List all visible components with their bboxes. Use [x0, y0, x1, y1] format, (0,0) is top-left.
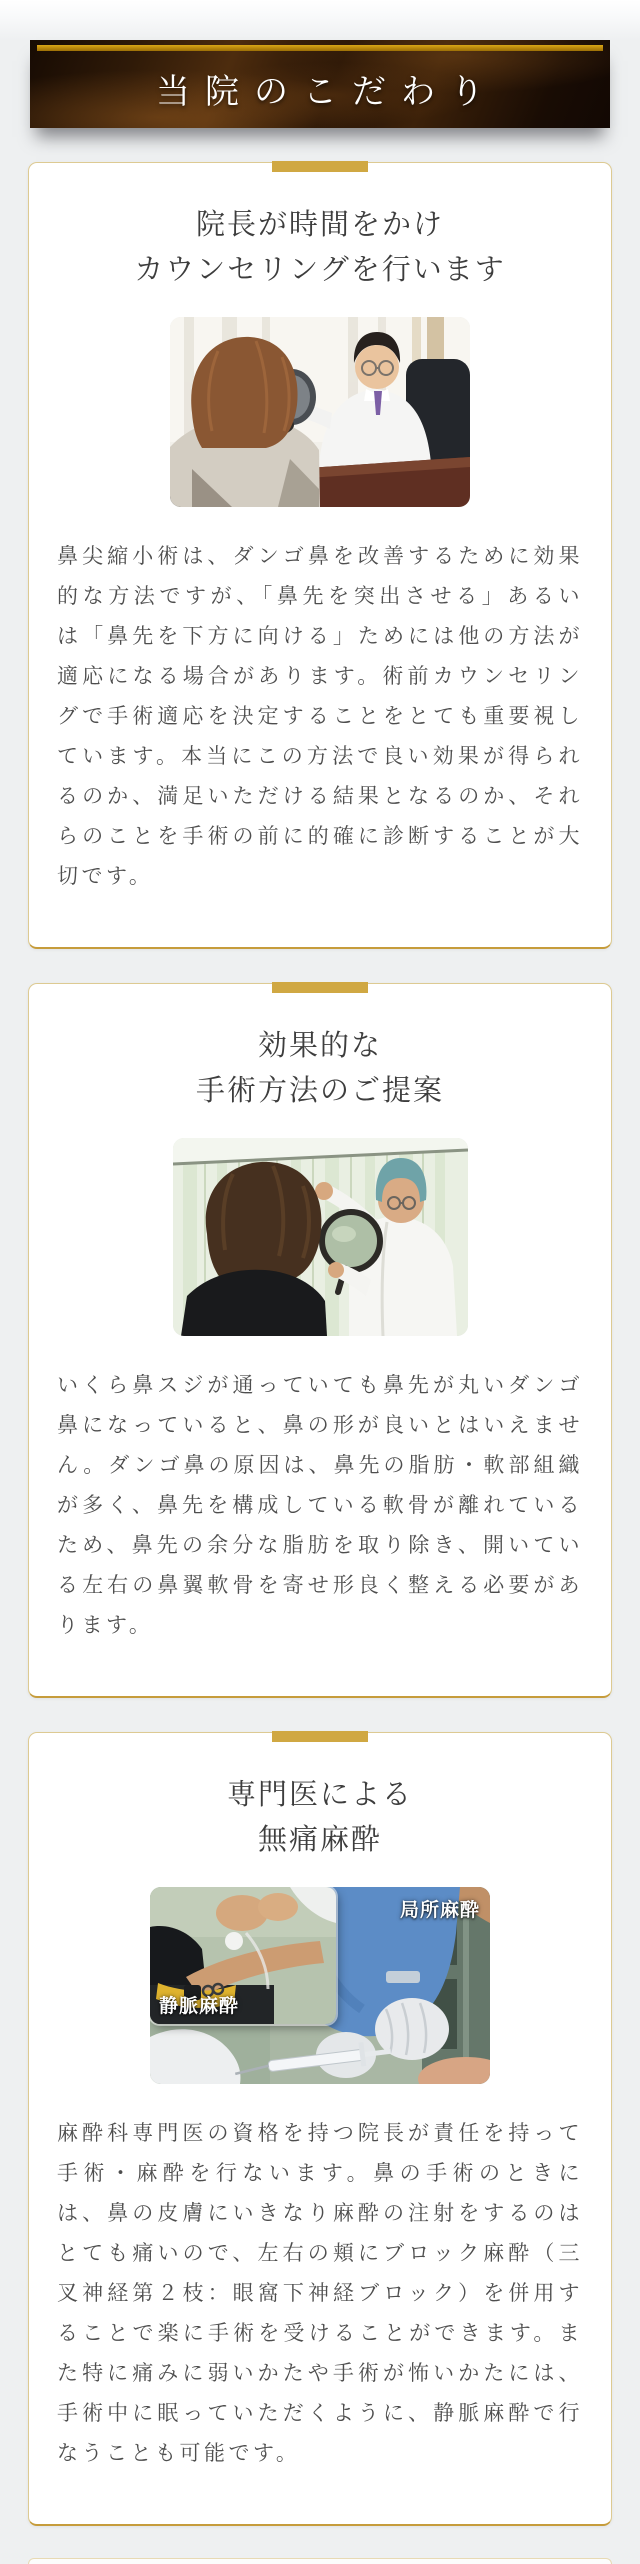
card-title [57, 1773, 583, 1863]
section-banner-title: 当院のこだわり [156, 73, 499, 111]
anesthesia-photo [150, 1887, 490, 2084]
iv-anesthesia-label: 静脈麻酔 [159, 1996, 240, 2017]
card-title-line2: カウンセリングを行います [134, 254, 506, 286]
card-title-line1: 効果的な [257, 1030, 382, 1062]
card-title-line2: 無痛麻酔 [257, 1824, 382, 1856]
card-body-text: 麻酔科専門医の資格を持つ院長が責任を持って手術・麻酔を行ないます。鼻の手術のときには、鼻の皮膚にいきなり麻酔の注射をするのはとても痛いので、左右の頬にブロック麻酔（三叉神経第２枝：眼窩下神経ブロック）を併用することで楽に手術を受けることができます。また特に痛みに弱いかたや手術が怖いかたには、手術中に眠っていただくように、静脈麻酔で行なうことも可能です。 [57, 2122, 583, 2465]
card-title-line2: 手術方法のご提案 [195, 1075, 444, 1107]
local-anesthesia-label: 局所麻酔 [399, 1900, 480, 1921]
card-gold-tab [272, 1731, 368, 1742]
iv-anesthesia-inset-photo [150, 1887, 336, 2024]
card-title-line1: 専門医による [226, 1779, 413, 1811]
commitment-card-surgery-method [28, 983, 612, 1698]
card-gold-tab [272, 982, 368, 993]
section-banner [30, 40, 610, 128]
commitment-card-counseling [28, 162, 612, 949]
examination-photo-illustration [173, 1138, 468, 1336]
counseling-photo [170, 317, 470, 507]
card-title [57, 203, 583, 293]
card-body-text: いくら鼻スジが通っていても鼻先が丸いダンゴ鼻になっていると、鼻の形が良いとはいえません。ダンゴ鼻の原因は、鼻先の脂肪・軟部組織が多く、鼻先を構成している軟骨が離れているため、鼻先の余分な脂肪を取り除き、開いている左右の鼻翼軟骨を寄せ形良く整える必要があります。 [57, 1374, 583, 1637]
card-body-text: 鼻尖縮小術は、ダンゴ鼻を改善するために効果的な方法ですが、「鼻先を突出させる」あるいは「鼻先を下方に向ける」ためには他の方法が適応になる場合があります。術前カウンセリングで手術適応を決定することをとても重要視しています。本当にこの方法で良い効果が得られるのか、満足いただける結果となるのか、それらのことを手術の前に的確に診断することが大切です。 [57, 545, 583, 888]
card-gold-tab [272, 161, 368, 172]
next-card-top-edge [28, 2558, 612, 2564]
commitment-card-anesthesia [28, 1732, 612, 2526]
card-title-line1: 院長が時間をかけ [195, 209, 444, 241]
page-top-gradient [0, 0, 640, 40]
banner-gold-bar [37, 45, 603, 51]
examination-photo [173, 1138, 468, 1336]
counseling-photo-illustration [170, 317, 470, 507]
card-title [57, 1024, 583, 1114]
